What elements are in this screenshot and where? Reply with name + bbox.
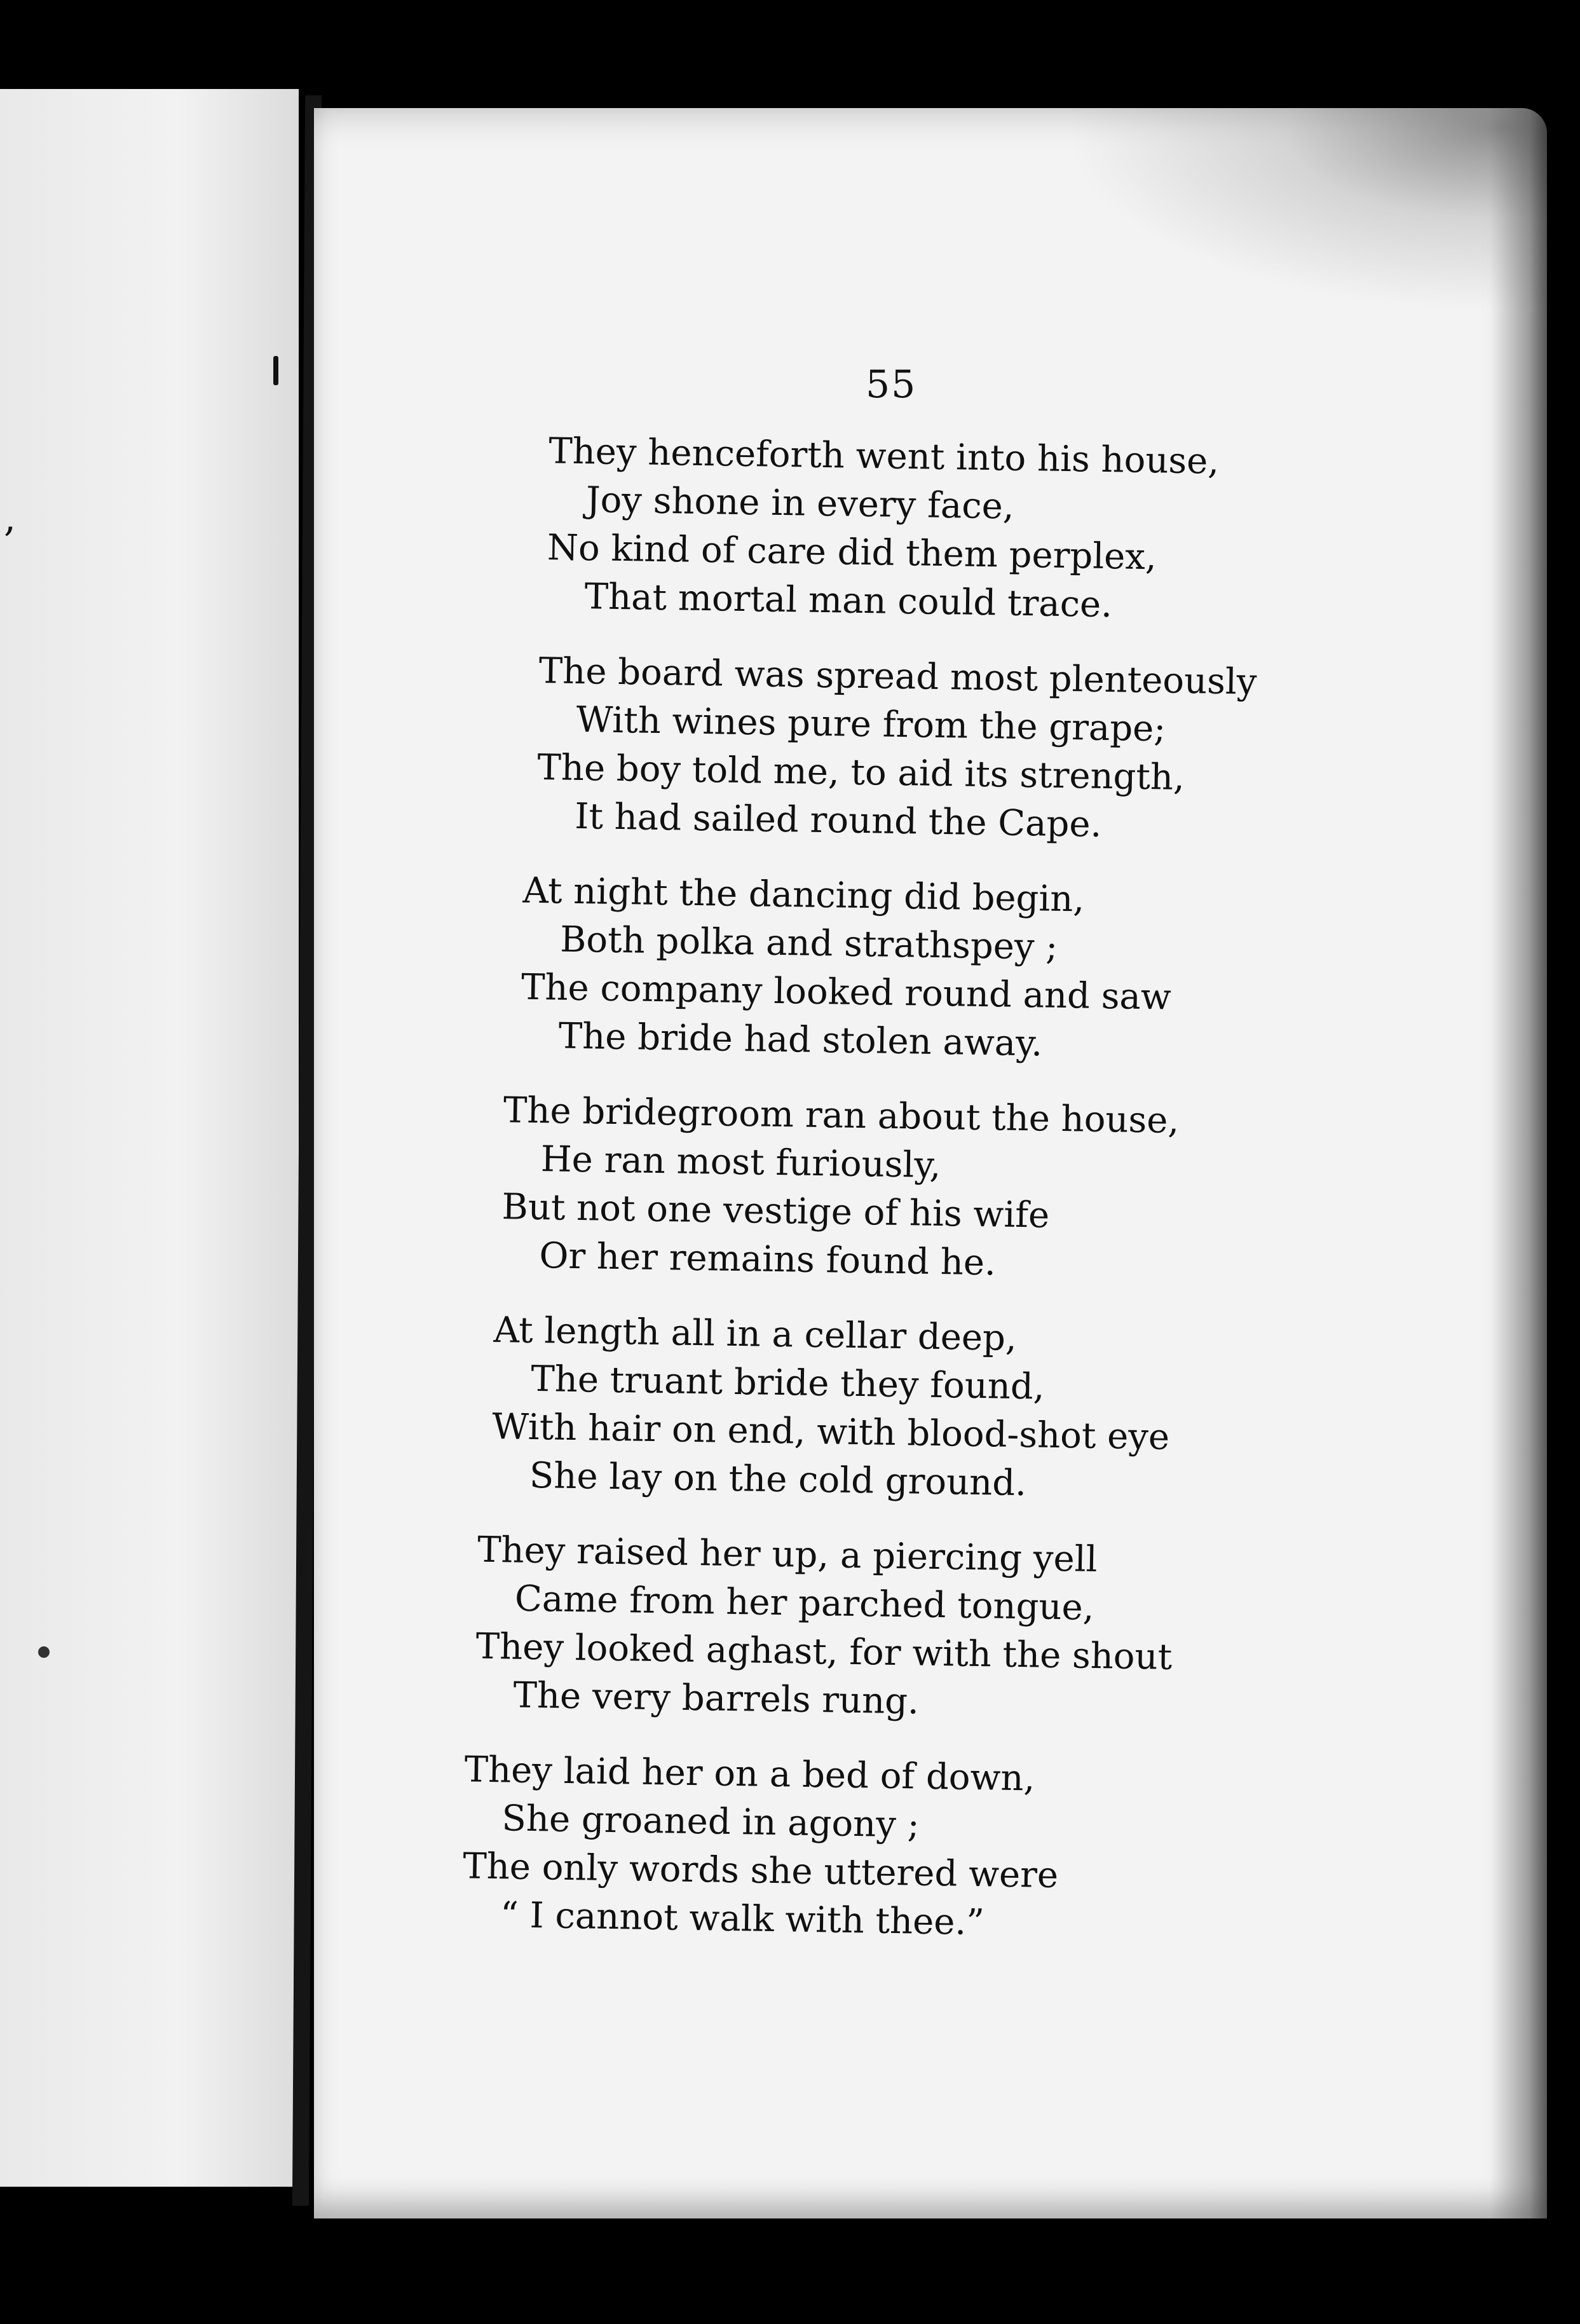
poem-line: Joy shone in every face, [585, 479, 1015, 528]
poem-line: Or her remains found he. [538, 1235, 997, 1284]
stray-punctuation-mark: , [4, 496, 17, 540]
poem-line: The very barrels rung. [513, 1674, 920, 1723]
poem-line: They raised her up, a piercing yell [477, 1529, 1098, 1580]
stanza-3 [520, 867, 1406, 1074]
poem-line: The bride had stolen away. [558, 1015, 1043, 1065]
stanza-5 [491, 1306, 1400, 1514]
poem-line: Both polka and strathspey ; [559, 919, 1058, 968]
poem-line: But not one vestige of his wife [501, 1186, 1050, 1236]
poem-line: The company looked round and saw [521, 966, 1172, 1018]
poem-line: At night the dancing did begin, [522, 870, 1085, 920]
stanza-4 [501, 1086, 1403, 1294]
previous-page-edge [0, 89, 299, 2187]
poem-line: No kind of care did them perplex, [547, 527, 1157, 578]
poem-line: She groaned in agony ; [501, 1798, 920, 1846]
stanza-2 [536, 647, 1410, 854]
poem-line: With wines pure from the grape; [576, 699, 1166, 750]
poem-line: The board was spread most plenteously [538, 650, 1257, 703]
stanza-7 [462, 1746, 1393, 1953]
poem-line: The truant bride they found, [530, 1358, 1045, 1408]
poem-line: With hair on end, with blood-shot eye [491, 1405, 1170, 1458]
poem-line: They laid her on a bed of down, [464, 1749, 1035, 1800]
poem-line: It had sailed round the Cape. [574, 795, 1102, 845]
ink-mark [273, 356, 278, 385]
page-number: 55 [866, 362, 917, 407]
poem-body [436, 426, 1413, 1980]
book-page [314, 108, 1547, 2218]
poem-line: The bridegroom ran about the house, [503, 1090, 1180, 1142]
poem-line: They henceforth went into his house, [548, 430, 1220, 482]
poem-line: “ I cannot walk with thee.” [500, 1894, 985, 1944]
poem-line: They looked aghast, for with the shout [475, 1625, 1173, 1678]
poem-line: She lay on the cold ground. [529, 1454, 1027, 1505]
stanza-6 [475, 1526, 1396, 1734]
poem-line: He ran most furiously, [540, 1138, 941, 1187]
poem-line: The boy told me, to aid its strength, [537, 746, 1185, 798]
stanza-1 [546, 427, 1413, 634]
poem-line: Came from her parched tongue, [514, 1578, 1094, 1629]
poem-line: At length all in a cellar deep, [493, 1309, 1018, 1359]
poem-line: The only words she uttered were [462, 1845, 1059, 1897]
ink-speck [38, 1646, 50, 1658]
poem-line: That mortal man could trace. [584, 576, 1113, 626]
